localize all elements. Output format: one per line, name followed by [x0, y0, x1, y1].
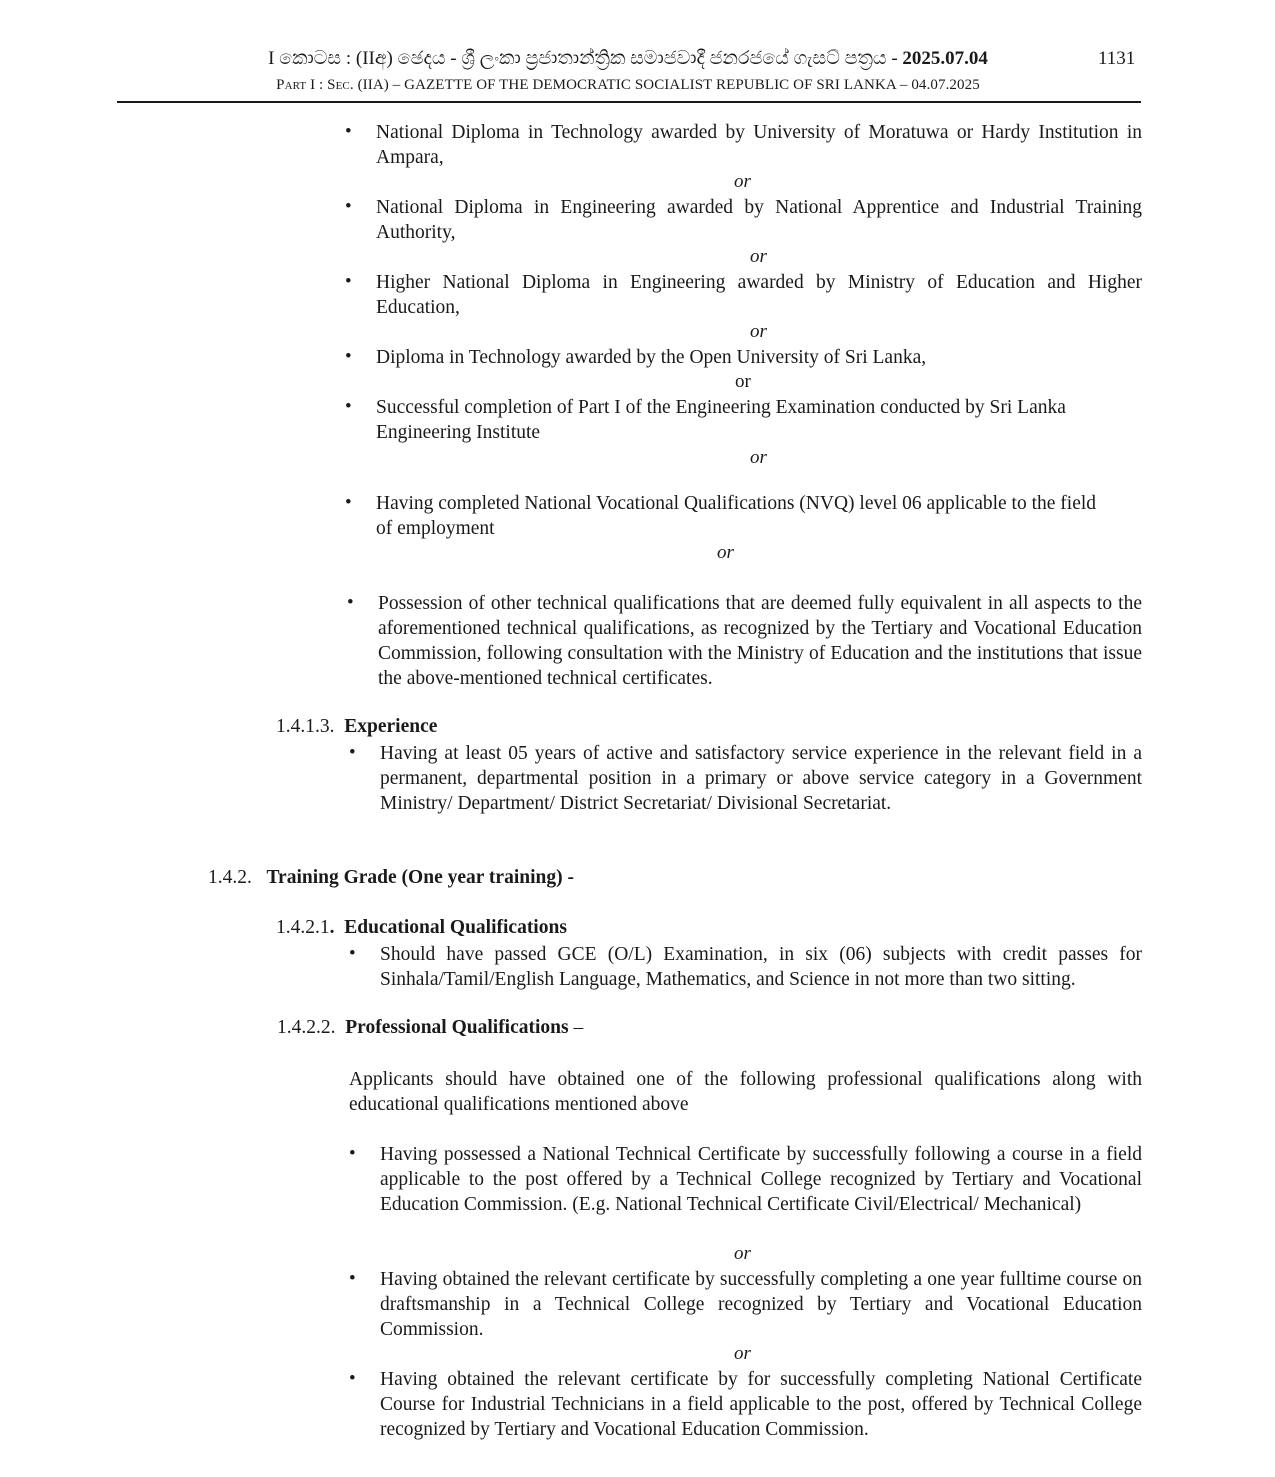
section-number: 1.4.2.1 — [276, 917, 330, 938]
training-grade-heading — [208, 867, 574, 889]
or-separator: or — [734, 1243, 751, 1264]
list-item: Higher National Diploma in Engineering awarded by Ministry of Education and Higher Education, — [376, 272, 1142, 318]
section-number: 1.4.2. — [208, 867, 252, 888]
part-section: Part I : Sec. — [276, 77, 354, 93]
sinhala-date: 2025.07.04 — [902, 48, 988, 69]
or-separator: or — [750, 321, 767, 342]
gazette-english-header — [228, 77, 1028, 94]
professional-heading — [277, 1017, 583, 1039]
list-item: National Diploma in Technology awarded by University of Moratuwa or Hardy Institution in Ampara, — [376, 122, 1142, 168]
header-rule — [117, 101, 1141, 103]
bullet-marker: • — [345, 346, 352, 367]
bullet-marker: • — [349, 943, 356, 964]
section-title: Educational Qualifications — [344, 917, 567, 938]
list-item: National Diploma in Engineering awarded by National Apprentice and Industrial Training Authority, — [376, 197, 1142, 243]
sinhala-title: I කොටස : (IIඅ) ඡෙදය - ශ්‍රී ලංකා ප්‍රජාතාන්ත්‍රික සමාජවාදී ජනරජයේ ගැසට් පත්‍රය - — [268, 48, 903, 69]
list-item: Having possessed a National Technical Certificate by successfully following a course in a field applicable to the post offered by a Technical College recognized by Tertiary and Vocational Education Commission. (E.g. National Technical Certificate Civil/Electrical/ Mechanical) — [380, 1144, 1142, 1215]
bullet-marker: • — [345, 121, 352, 142]
bullet-marker: • — [349, 1368, 356, 1389]
list-item: Having obtained the relevant certificate by for successfully completing National Certificate Course for Industrial Technicians in a field applicable to the post, offered by Technical College recognized by Tertiary and Vocational Education Commission. — [380, 1369, 1142, 1440]
or-separator: or — [735, 371, 751, 392]
bullet-marker: • — [349, 1268, 356, 1289]
or-separator: or — [717, 542, 734, 563]
section-number-dot: . — [329, 917, 335, 938]
educational-text: Should have passed GCE (O/L) Examination, in six (06) subjects with credit passes for Sinhala/Tamil/English Language, Mathematics, and Science in not more than two sitting. — [380, 944, 1142, 990]
gazette-title: (IIA) – GAZETTE OF THE DEMOCRATIC SOCIALIST REPUBLIC OF SRI LANKA – 04.07.2025 — [353, 77, 980, 93]
bullet-marker: • — [345, 271, 352, 292]
heading-dash: – — [568, 1017, 584, 1038]
bullet-marker: • — [345, 396, 352, 417]
bullet-marker: • — [349, 742, 356, 763]
section-number: 1.4.1.3. — [276, 716, 335, 737]
section-title: Experience — [344, 716, 438, 737]
professional-intro: Applicants should have obtained one of the following professional qualifications along with educational qualifications mentioned above — [349, 1069, 1142, 1115]
section-number: 1.4.2.2. — [277, 1017, 336, 1038]
section-title: Professional Qualifications — [345, 1017, 569, 1038]
experience-heading — [276, 716, 437, 738]
bullet-marker: • — [349, 1143, 356, 1164]
experience-text: Having at least 05 years of active and satisfactory service experience in the relevant field in a permanent, departmental position in a primary or above service category in a Government Ministry/ Department/ District Secretariat/ Divisional Secretariat. — [380, 743, 1142, 814]
bullet-marker: • — [347, 592, 354, 613]
page-number: 1131 — [1098, 48, 1136, 69]
or-separator: or — [734, 1343, 751, 1364]
list-item: Having completed National Vocational Qualifications (NVQ) level 06 applicable to the field of employment — [376, 493, 1097, 539]
or-separator: or — [734, 171, 751, 192]
list-item: Diploma in Technology awarded by the Open University of Sri Lanka, — [376, 347, 927, 368]
list-item: Having obtained the relevant certificate by successfully completing a one year fulltime course on draftsmanship in a Technical College recognized by Tertiary and Vocational Education Commission. — [380, 1269, 1142, 1340]
bullet-marker: • — [345, 196, 352, 217]
list-item: Successful completion of Part I of the Engineering Examination conducted by Sri Lanka Engineering Institute — [376, 397, 1066, 443]
gazette-sinhala-header — [228, 48, 1028, 70]
or-separator: or — [750, 447, 767, 468]
section-title: Training Grade (One year training) - — [266, 867, 574, 888]
educational-heading — [276, 917, 567, 939]
or-separator: or — [750, 246, 767, 267]
bullet-marker: • — [345, 492, 352, 513]
list-item: Possession of other technical qualifications that are deemed fully equivalent in all aspects to the aforementioned technical qualifications, as recognized by the Tertiary and Vocational Education Commission, following consultation with the Ministry of Education and the institutions that issue the above-mentioned technical certificates. — [378, 593, 1142, 689]
